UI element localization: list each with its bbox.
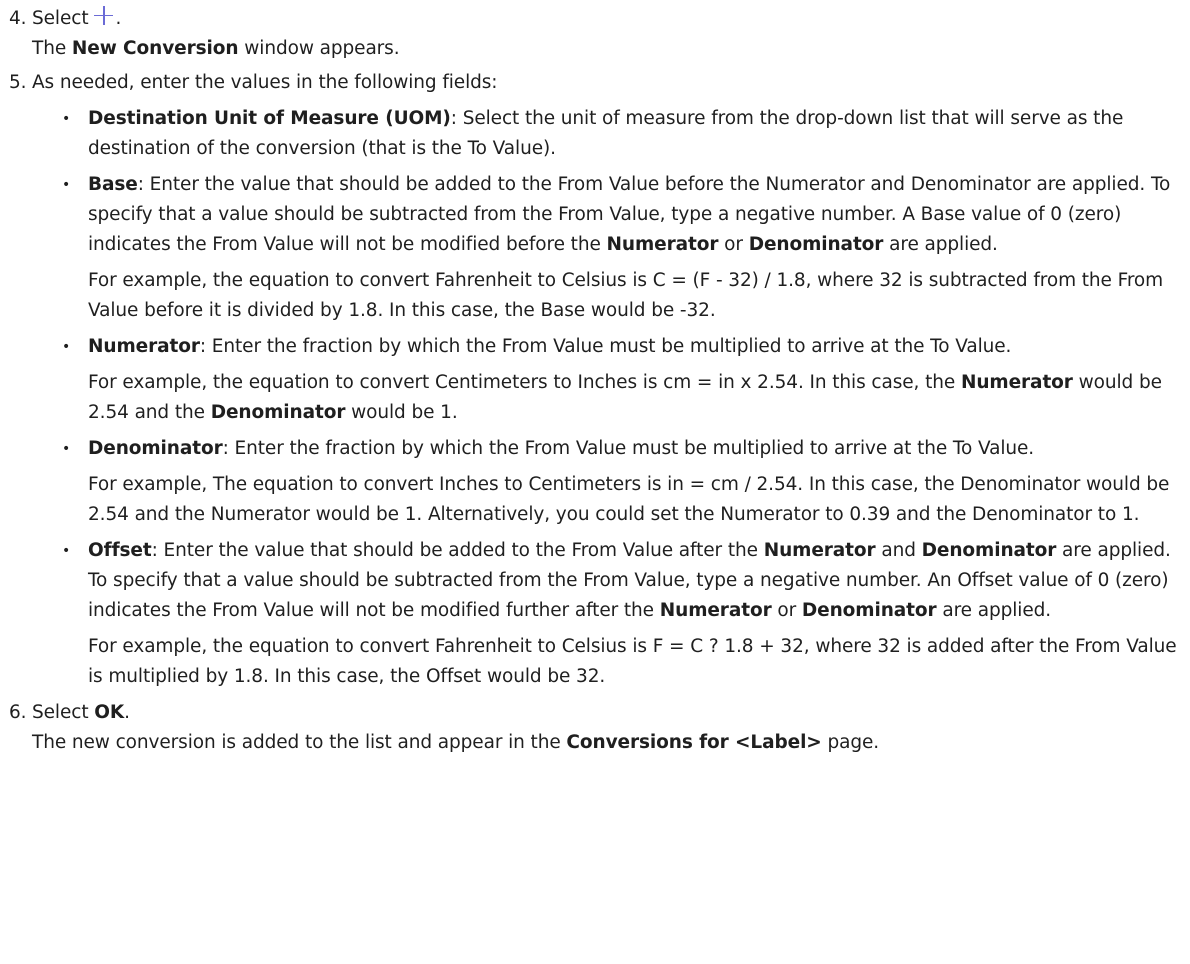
result-text-end: window appears. bbox=[238, 38, 400, 59]
bullet-icon: • bbox=[62, 177, 71, 193]
field-desc-text: are applied. bbox=[936, 600, 1052, 621]
field-desc-text: : Select the unit of measure from the drop-down list that will serve as the destination of the conversion (that is the To Value). bbox=[88, 108, 1124, 159]
field-description bbox=[88, 104, 1190, 164]
field-term: Numerator bbox=[88, 336, 200, 357]
field-description bbox=[88, 434, 1190, 464]
field-desc-text: : Enter the value that should be added to the From Value after the bbox=[151, 540, 764, 561]
result-text-end: page. bbox=[821, 732, 880, 753]
result-text: The bbox=[32, 38, 72, 59]
step-6 bbox=[0, 698, 1190, 758]
field-term: Base bbox=[88, 174, 138, 195]
ok-button-ref: OK bbox=[94, 702, 125, 723]
field-term: Destination Unit of Measure (UOM) bbox=[88, 108, 451, 129]
field-desc-text: : Enter the fraction by which the From Value must be multiplied to arrive at the To Value. bbox=[222, 438, 1035, 459]
result-text: The new conversion is added to the list and appear in the bbox=[32, 732, 567, 753]
step-5 bbox=[0, 68, 1190, 692]
field-example bbox=[88, 368, 1190, 428]
bullet-icon: • bbox=[62, 339, 71, 355]
field-example: For example, the equation to convert Fahrenheit to Celsius is C = (F - 32) / 1.8, where 32 is subtracted from the From Value before it is divided by 1.8. In this case, the Base would be -32. bbox=[88, 270, 1164, 321]
field-example: For example, the equation to convert Fahrenheit to Celsius is F = C ? 1.8 + 32, where 32 is added after the From Value is multiplied by 1.8. In this case, the Offset would be 32. bbox=[88, 636, 1177, 687]
field-desc-text: : Enter the value that should be added to the From Value before the Numerator and Denominator are applied. To specify that a value should be subtracted from the From Value, type a negative number. A Base value of 0 (zero) indicates the From Value will not be modified before the bbox=[88, 174, 1171, 255]
field-example: For example, The equation to convert Inches to Centimeters is in = cm / 2.54. In this case, the Denominator would be 2.54 and the Numerator would be 1. Alternatively, you could set the Numerator to 0.39 and the Denominator to 1. bbox=[88, 474, 1170, 525]
plus-icon bbox=[94, 6, 113, 25]
field-description bbox=[88, 170, 1190, 260]
page-name: Conversions for <Label> bbox=[566, 732, 822, 753]
example-text: would be 1. bbox=[345, 402, 458, 423]
step-number: 4. bbox=[9, 8, 27, 29]
step-number: 6. bbox=[9, 702, 27, 723]
term-denominator: Denominator bbox=[210, 402, 346, 423]
term-numerator: Numerator bbox=[606, 234, 719, 255]
term-denominator: Denominator bbox=[801, 600, 937, 621]
step-4 bbox=[0, 4, 1190, 64]
example-text: would be 2.54 and the bbox=[88, 372, 1162, 423]
field-desc-text: are applied. To specify that a value should be subtracted from the From Value, type a negative number. An Offset value of 0 (zero) indicates the From Value will not be modified further after the bbox=[88, 540, 1171, 621]
term-numerator: Numerator bbox=[960, 372, 1073, 393]
window-name: New Conversion bbox=[71, 38, 239, 59]
step-result bbox=[32, 728, 1190, 758]
term-denominator: Denominator bbox=[921, 540, 1057, 561]
field-term: Denominator bbox=[88, 438, 223, 459]
list-item-offset bbox=[32, 536, 1190, 692]
step-instruction bbox=[32, 4, 1190, 34]
field-desc-text: and bbox=[875, 540, 922, 561]
step-instruction bbox=[32, 698, 1190, 728]
field-desc-text: or bbox=[771, 600, 802, 621]
field-description bbox=[88, 332, 1190, 362]
list-item-denominator bbox=[32, 434, 1190, 530]
bullet-icon: • bbox=[62, 441, 71, 457]
example-text: For example, the equation to convert Centimeters to Inches is cm = in x 2.54. In this case, the bbox=[88, 372, 961, 393]
step-result bbox=[32, 34, 1190, 64]
bullet-icon: • bbox=[62, 543, 71, 559]
term-numerator: Numerator bbox=[659, 600, 772, 621]
step-text-end: . bbox=[115, 8, 122, 29]
bullet-icon: • bbox=[62, 111, 71, 127]
step-text-end: . bbox=[124, 702, 130, 723]
list-item-base bbox=[32, 170, 1190, 326]
list-item-numerator bbox=[32, 332, 1190, 428]
step-instruction: As needed, enter the values in the following fields: bbox=[32, 72, 498, 93]
field-desc-text: or bbox=[718, 234, 749, 255]
field-desc-text: are applied. bbox=[883, 234, 998, 255]
field-description bbox=[88, 536, 1190, 626]
step-number: 5. bbox=[9, 72, 27, 93]
step-text: Select bbox=[32, 702, 95, 723]
term-denominator: Denominator bbox=[748, 234, 884, 255]
step-text: Select bbox=[32, 8, 89, 29]
field-term: Offset bbox=[88, 540, 152, 561]
field-desc-text: : Enter the fraction by which the From Value must be multiplied to arrive at the To Value. bbox=[199, 336, 1012, 357]
field-list bbox=[32, 104, 1190, 692]
list-item-destination-uom bbox=[32, 104, 1190, 164]
term-numerator: Numerator bbox=[763, 540, 876, 561]
